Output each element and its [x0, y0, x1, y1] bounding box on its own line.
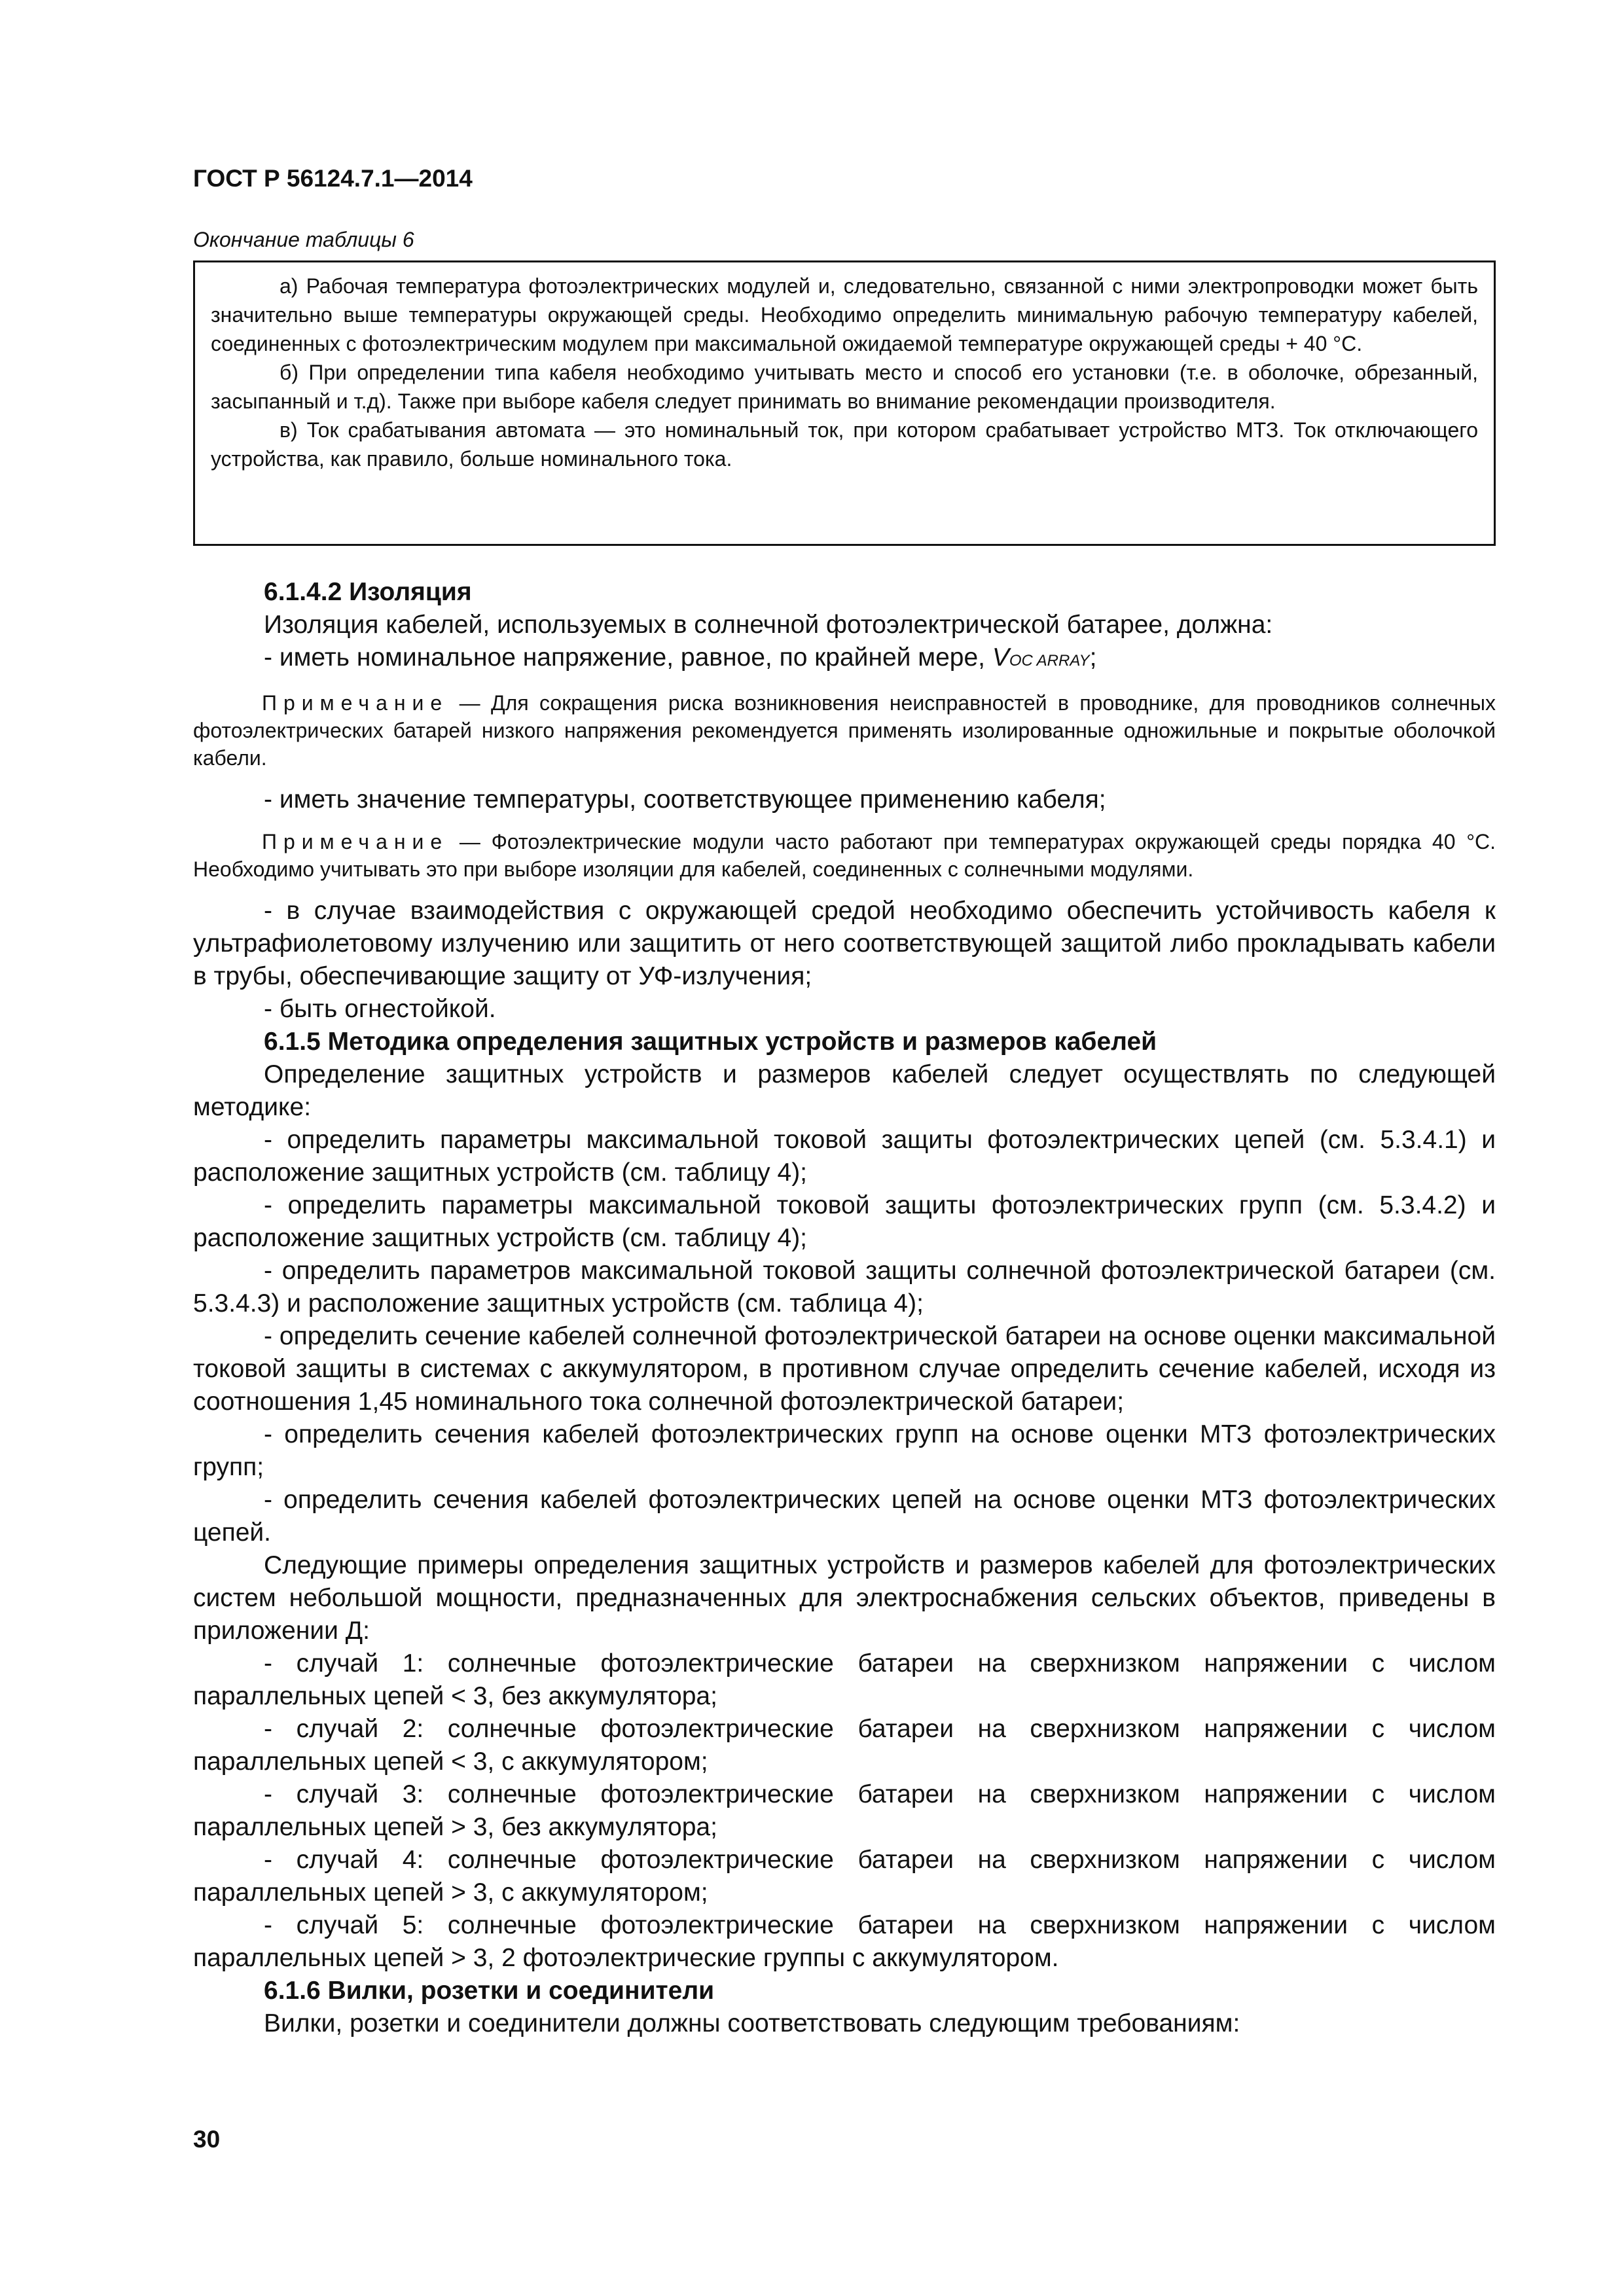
list-item: - определить параметры максимальной токовой защиты фотоэлектрических групп (см. 5.3.4.2) и расположение защитных устройств (см. таблицу 4);: [193, 1191, 1496, 1252]
list-item: - случай 5: солнечные фотоэлектрические батареи на сверхнизком напряжении с числом параллельных цепей > 3, 2 фотоэлектрические группы с аккумулятором.: [193, 1911, 1496, 1972]
note: [193, 828, 1496, 883]
page-number: 30: [193, 2126, 221, 2153]
list-item: - определить сечения кабелей фотоэлектрических групп на основе оценки МТЗ фотоэлектрических групп;: [193, 1420, 1496, 1481]
list-item: - определить параметры максимальной токовой защиты фотоэлектрических цепей (см. 5.3.4.1) и расположение защитных устройств (см. таблицу 4);: [193, 1126, 1496, 1187]
list-item: - случай 2: солнечные фотоэлектрические батареи на сверхнизком напряжении с числом параллельных цепей < 3, с аккумулятором;: [193, 1715, 1496, 1776]
paragraph: Изоляция кабелей, используемых в солнечной фотоэлектрической батарее, должна:: [264, 611, 1273, 639]
list-item: - определить сечение кабелей солнечной фотоэлектрической батареи на основе оценки максимальной токовой защиты в системах с аккумулятором, в противном случае определить сечение кабелей, исходя из соотношения 1,45 номинального тока солнечной фотоэлектрической батареи;: [193, 1322, 1496, 1416]
paragraph: Определение защитных устройств и размеров кабелей следует осуществлять по следующей методике:: [193, 1060, 1496, 1121]
note-label: Примечание: [262, 691, 449, 715]
voltage-subscript: OC ARRAY: [1009, 652, 1090, 670]
document-body: [193, 576, 1496, 2040]
list-item: - определить параметров максимальной токовой защиты солнечной фотоэлектрической батареи (см. 5.3.4.3) и расположение защитных устройств (см. таблица 4);: [193, 1257, 1496, 1318]
section-heading-615: 6.1.5 Методика определения защитных устройств и размеров кабелей: [264, 1028, 1157, 1056]
note-text: — Для сокращения риска возникновения неисправностей в проводнике, для проводников солнечных фотоэлектрических батарей низкого напряжения рекомендуется применять изолированные одножильные и покрытые оболочкой кабели.: [193, 691, 1496, 770]
list-item: - определить сечения кабелей фотоэлектрических цепей на основе оценки МТЗ фотоэлектрических цепей.: [193, 1486, 1496, 1547]
list-item: - быть огнестойкой.: [264, 995, 496, 1023]
note-text: — Фотоэлектрические модули часто работают при температурах окружающей среды порядка 40 °С. Необходимо учитывать это при выборе изоляции для кабелей, соединенных с солнечными модулями.: [193, 830, 1496, 881]
note-label: Примечание: [262, 830, 449, 853]
voltage-symbol: VOC ARRAY: [992, 643, 1090, 672]
table-notes-box: [193, 260, 1496, 546]
table-note-c: в) Ток срабатывания автомата — это номинальный ток, при котором срабатывает устройство МТЗ. Ток отключающего устройства, как правило, больше номинального тока.: [211, 418, 1478, 471]
document-code-header: ГОСТ Р 56124.7.1—2014: [193, 165, 473, 192]
note: [193, 689, 1496, 772]
section-heading-616: 6.1.6 Вилки, розетки и соединители: [264, 1977, 715, 2005]
table-caption: Окончание таблицы 6: [193, 228, 414, 251]
table-note-b: б) При определении типа кабеля необходимо учитывать место и способ его установки (т.е. в оболочке, обрезанный, засыпанный и т.д). Также при выборе кабеля следует принимать во внимание рекомендации производителя.: [211, 361, 1478, 413]
section-heading-6142: 6.1.4.2 Изоляция: [264, 578, 472, 606]
paragraph: Вилки, розетки и соединители должны соответствовать следующим требованиям:: [264, 2009, 1240, 2037]
list-item-text: - иметь номинальное напряжение, равное, по крайней мере,: [264, 643, 992, 672]
list-item: - иметь номинальное напряжение, равное, по крайней мере, VOC ARRAY;: [264, 643, 1097, 672]
paragraph: Следующие примеры определения защитных устройств и размеров кабелей для фотоэлектрических систем небольшой мощности, предназначенных для электроснабжения сельских объектов, приведены в приложении Д:: [193, 1551, 1496, 1645]
table-note-a: а) Рабочая температура фотоэлектрических модулей и, следовательно, связанной с ними электропроводки может быть значительно выше температуры окружающей среды. Необходимо определить минимальную рабочую температуру кабелей, соединенных с фотоэлектрическим модулем при максимальной ожидаемой температуре окружающей среды + 40 °С.: [211, 274, 1478, 355]
list-item: - иметь значение температуры, соответствующее применению кабеля;: [264, 785, 1106, 814]
list-item: - в случае взаимодействия с окружающей средой необходимо обеспечить устойчивость кабеля к ультрафиолетовому излучению или защитить от него соответствующей защитой либо прокладывать кабели в трубы, обеспечивающие защиту от УФ-излучения;: [193, 897, 1496, 990]
list-item: - случай 3: солнечные фотоэлектрические батареи на сверхнизком напряжении с числом параллельных цепей > 3, без аккумулятора;: [193, 1780, 1496, 1841]
list-item: - случай 4: солнечные фотоэлектрические батареи на сверхнизком напряжении с числом параллельных цепей > 3, с аккумулятором;: [193, 1846, 1496, 1907]
list-item: - случай 1: солнечные фотоэлектрические батареи на сверхнизком напряжении с числом параллельных цепей < 3, без аккумулятора;: [193, 1649, 1496, 1710]
